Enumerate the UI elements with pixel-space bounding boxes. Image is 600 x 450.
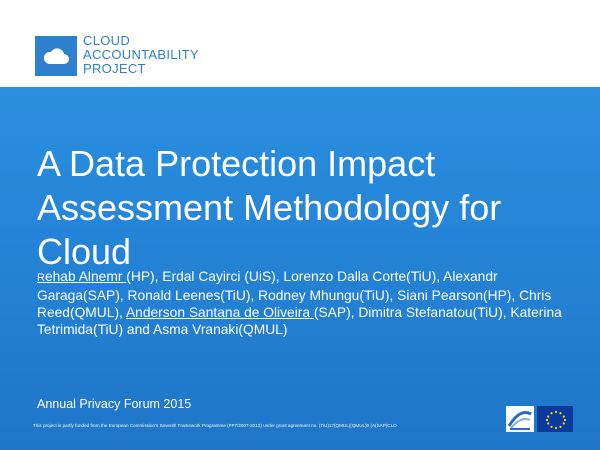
title-line-1: A Data Protection Impact: [37, 143, 436, 184]
cloud-icon: [42, 46, 70, 66]
funding-note: This project is partly funded from the European Commission's Seventh Framework Programme (FP7/2007-2013) under grant agreement no. (TiU)17(QMUL)(QMUL)0 (A(SAP)CLO: [33, 423, 397, 428]
eu-stars-icon: [538, 407, 574, 433]
event-name: Annual Privacy Forum 2015: [37, 397, 192, 411]
fp7-icon: [506, 406, 534, 432]
title-slide: [0, 87, 600, 450]
logo-line-2: ACCOUNTABILITY: [83, 47, 199, 62]
title-line-3: Cloud: [37, 231, 132, 272]
logo-line-3: PROJECT: [83, 61, 146, 76]
author-link-alnemr[interactable]: ehab Alnemr: [44, 269, 127, 284]
author-affiliations-rest: (SAP), Dimitra Stefanatou(TiU), Katerina Tetrimida(TiU) and Asma Vranaki(QMUL): [37, 305, 562, 337]
eu-flag: [537, 406, 573, 432]
logo-line-1: CLOUD: [83, 33, 131, 48]
slide-title: [37, 142, 557, 274]
author-link-oliveira[interactable]: Anderson Santana de Oliveira: [125, 305, 314, 320]
title-line-2: Assessment Methodology for: [37, 187, 502, 228]
author-initial: R: [37, 272, 45, 284]
author-affiliations: (HP), Erdal Cayirci (UiS), Lorenzo Dalla Corte(TiU), Alexandr Garaga(SAP), Ronald Leenes(TiU), Rodney Mhungu(TiU), Siani Pearson(HP), Chris Reed(QMUL),: [37, 269, 552, 320]
slide-header: [0, 0, 600, 87]
logo-wordmark: [83, 34, 199, 76]
logo-mark: [35, 36, 77, 76]
author-list: [37, 268, 582, 338]
fp7-logo: [506, 406, 534, 432]
